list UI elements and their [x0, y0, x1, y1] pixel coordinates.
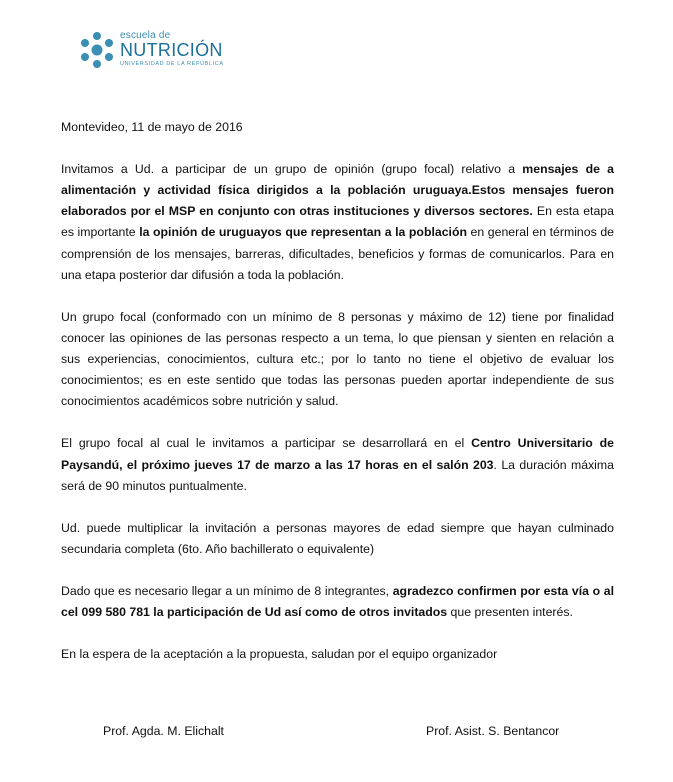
logo-line-2: NUTRICIÓN: [120, 40, 223, 60]
nutrition-logo-icon: [80, 30, 114, 70]
signature-right: Prof. Asist. S. Bentancor: [426, 724, 560, 738]
paragraph-confirm: [61, 581, 614, 623]
paragraph-focus-group: Un grupo focal (conformado con un mínimo de 8 personas y máximo de 12) tiene por finalidad conocer las opiniones de las personas respecto a un tema, lo que piensan y sienten en relación a sus experiencias, conocimientos, cultura etc.; por lo tanto no tiene el objetivo de evaluar los conocimientos; es en este sentido que todas las personas pueden aportar independiente de sus conocimientos académicos sobre nutrición y salud.: [61, 309, 614, 409]
paragraph-location: [61, 433, 614, 496]
paragraph-multiply: Ud. puede multiplicar la invitación a personas mayores de edad siempre que hayan culminado secundaria completa (6to. Año bachillerato o equivalente): [61, 520, 614, 556]
text-segment: Invitamos a Ud. a participar de un grupo de opinión (grupo focal) relativo a: [61, 162, 523, 177]
bold-text-segment: Centro Universitario de Paysandú, el próximo jueves 17 de marzo a las 17 horas en el salón 203: [61, 436, 614, 472]
signature-left: Prof. Agda. M. Elichalt: [103, 724, 224, 738]
text-segment: En esta etapa es importante: [61, 204, 614, 240]
bold-text-segment: la opinión de uruguayos que representan a la población: [139, 225, 467, 240]
text-segment: El grupo focal al cual le invitamos a participar se desarrollará en el: [61, 436, 472, 451]
text-segment: . La duración máxima será de 90 minutos puntualmente.: [61, 457, 614, 493]
logo-line-3: UNIVERSIDAD DE LA REPÚBLICA: [120, 61, 224, 67]
text-segment: en general en términos de comprensión de los mensajes, barreras, dificultades, beneficios y formas de comunicarlos. Para en una etapa posterior dar difusión a toda la población.: [61, 225, 614, 282]
text-segment: que presenten interés.: [447, 605, 573, 620]
letter-date: Montevideo, 11 de mayo de 2016: [61, 120, 243, 134]
bold-text-segment: Estos mensajes fueron elaborados por el MSP en conjunto con otras instituciones y diversos sectores.: [61, 183, 615, 219]
bold-text-segment: mensajes de a alimentación y actividad física dirigidos a la población uruguaya.: [61, 162, 614, 198]
logo-line-1: escuela de: [120, 30, 171, 41]
letter-body: [61, 117, 614, 687]
paragraph-closing: En la espera de la aceptación a la propuesta, saludan por el equipo organizador: [61, 647, 498, 662]
paragraph-invitation: [61, 159, 614, 286]
bold-text-segment: agradezco confirmen por esta vía o al cel 099 580 781 la participación de Ud así como de otros invitados: [61, 584, 614, 620]
text-segment: Dado que es necesario llegar a un mínimo de 8 integrantes,: [61, 584, 393, 599]
